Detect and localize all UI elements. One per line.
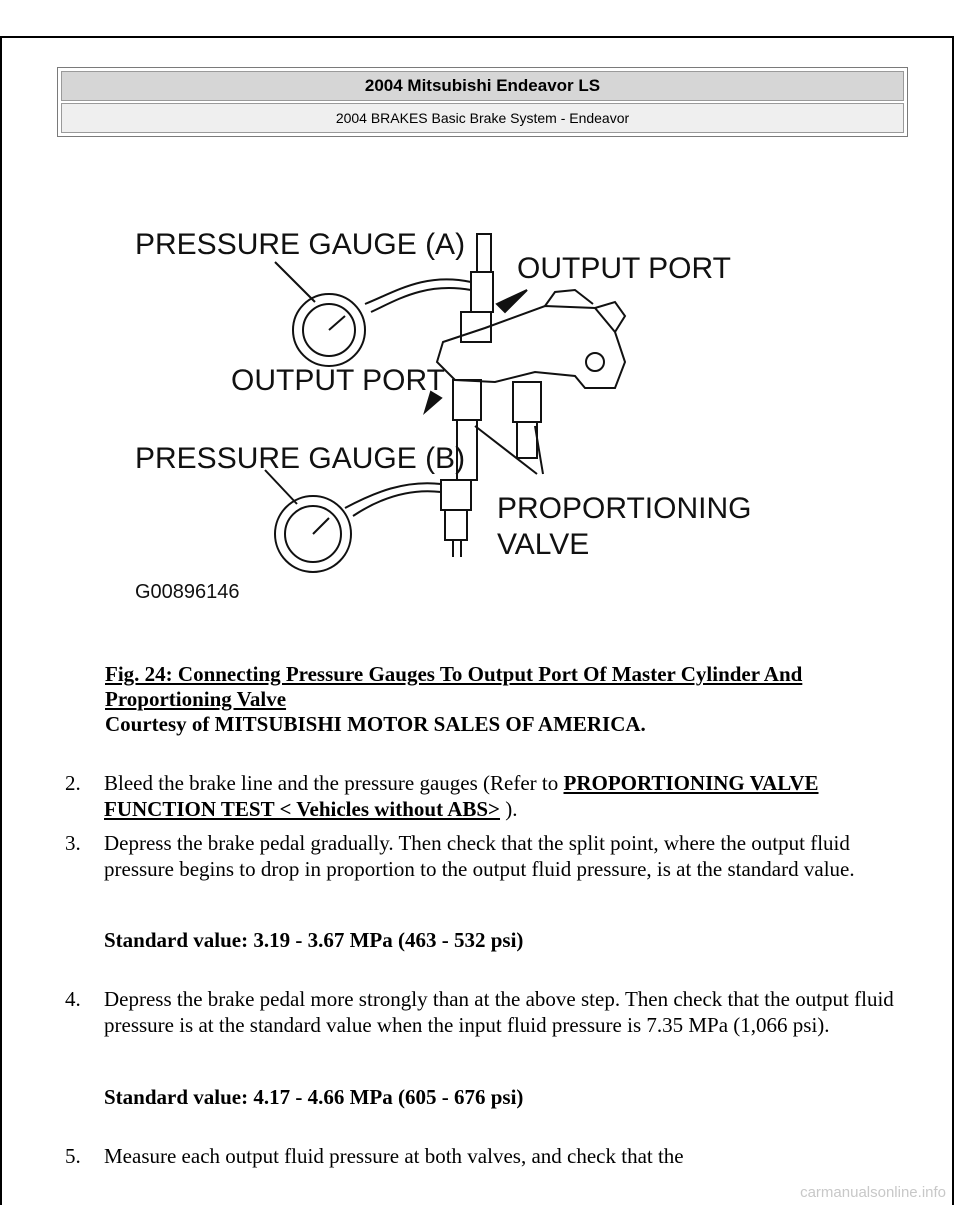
figure-title[interactable]: Fig. 24: Connecting Pressure Gauges To Output Port Of Master Cylinder And Proportioning Valve	[105, 662, 803, 711]
upper-fitting	[477, 234, 491, 272]
proportioning-test-link[interactable]: PROPORTIONING VALVE FUNCTION TEST < Vehicles without ABS>	[104, 771, 819, 821]
label-pressure-gauge-b: PRESSURE GAUGE (B)	[135, 442, 466, 475]
step-text: Measure each output fluid pressure at both valves, and check that the	[104, 1144, 684, 1168]
step-4	[65, 986, 895, 1038]
step-text-end: ).	[500, 797, 518, 821]
step-5	[65, 1143, 895, 1169]
proportioning-valve-figure	[125, 212, 765, 607]
label-output-port-right: OUTPUT PORT	[517, 252, 731, 285]
label-output-port-left: OUTPUT PORT	[231, 364, 445, 397]
pressure-gauge-b	[275, 496, 351, 572]
header-title: 2004 Mitsubishi Endeavor LS	[61, 71, 904, 101]
step-text: Bleed the brake line and the pressure gauges (Refer to	[104, 771, 564, 795]
pressure-gauge-a	[293, 294, 365, 366]
master-cylinder-body	[437, 306, 625, 388]
arrow-output-port-right	[497, 290, 527, 312]
step-2	[65, 770, 895, 822]
document-header	[57, 67, 908, 137]
standard-value-1: Standard value: 3.19 - 3.67 MPa (463 - 532 psi)	[104, 928, 524, 952]
label-valve: VALVE	[497, 528, 590, 561]
figure-caption	[105, 662, 895, 737]
step-text: Depress the brake pedal more strongly than at the above step. Then check that the output fluid pressure is at the standard value when the input fluid pressure is 7.35 MPa (1,066 psi).	[104, 987, 894, 1037]
label-pressure-gauge-a: PRESSURE GAUGE (A)	[135, 228, 466, 261]
standard-value-2: Standard value: 4.17 - 4.66 MPa (605 - 676 psi)	[104, 1085, 524, 1109]
upper-coupler	[471, 272, 493, 312]
step-text: Depress the brake pedal gradually. Then check that the split point, where the output fluid pressure begins to drop in proportion to the output fluid pressure, is at the standard value.	[104, 831, 855, 881]
step-number: 4.	[65, 987, 81, 1011]
step-number: 3.	[65, 831, 81, 855]
header-subtitle: 2004 BRAKES Basic Brake System - Endeavor	[61, 103, 904, 133]
step-number: 5.	[65, 1144, 81, 1168]
label-proportioning: PROPORTIONING	[497, 492, 752, 525]
step-number: 2.	[65, 771, 81, 795]
figure-code: G00896146	[135, 581, 240, 603]
watermark: carmanualsonline.info	[800, 1184, 946, 1201]
step-3	[65, 830, 895, 882]
figure-courtesy: Courtesy of MITSUBISHI MOTOR SALES OF AMERICA.	[105, 712, 646, 736]
